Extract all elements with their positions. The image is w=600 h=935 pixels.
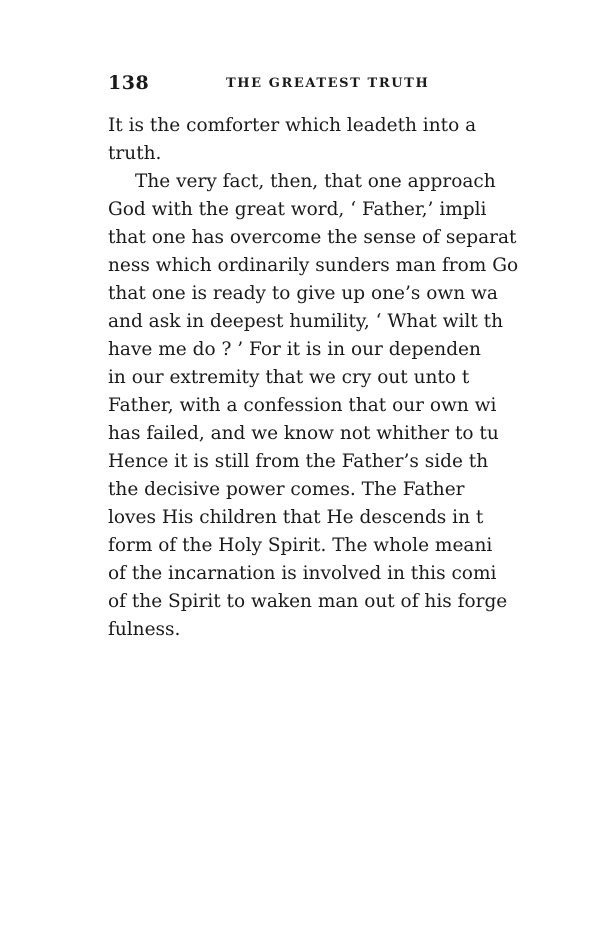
text-line: of the incarnation is involved in this comi — [108, 563, 497, 584]
text-line: It is the comforter which leadeth into a — [108, 115, 477, 136]
text-line: in our extremity that we cry out unto t — [108, 367, 470, 388]
text-line: truth. — [108, 143, 162, 164]
text-line: that one has overcome the sense of separat — [108, 227, 517, 248]
text-line: God with the great word, ‘ Father,’ impli — [108, 199, 487, 220]
text-line: Hence it is still from the Father’s side th — [108, 451, 489, 472]
text-line: has failed, and we know not whither to tu — [108, 423, 499, 444]
text-line: the decisive power comes. The Father — [108, 479, 465, 500]
text-line: form of the Holy Spirit. The whole meani — [108, 535, 493, 556]
text-line: that one is ready to give up one’s own wa — [108, 283, 498, 304]
body-text — [108, 112, 600, 644]
paragraph-start-line: The very fact, then, that one approach — [135, 171, 496, 192]
text-line: of the Spirit to waken man out of his forge — [108, 591, 508, 612]
page-number: 138 — [108, 72, 150, 94]
text-line: have me do ? ’ For it is in our dependen — [108, 339, 481, 360]
running-title: THE GREATEST TRUTH — [226, 76, 430, 91]
text-line: Father, with a confession that our own wi — [108, 395, 497, 416]
running-header — [108, 72, 600, 102]
text-line: loves His children that He descends in t — [108, 507, 484, 528]
text-line: and ask in deepest humility, ‘ What wilt th — [108, 311, 504, 332]
text-line: fulness. — [108, 619, 181, 640]
text-line: ness which ordinarily sunders man from Go — [108, 255, 519, 276]
